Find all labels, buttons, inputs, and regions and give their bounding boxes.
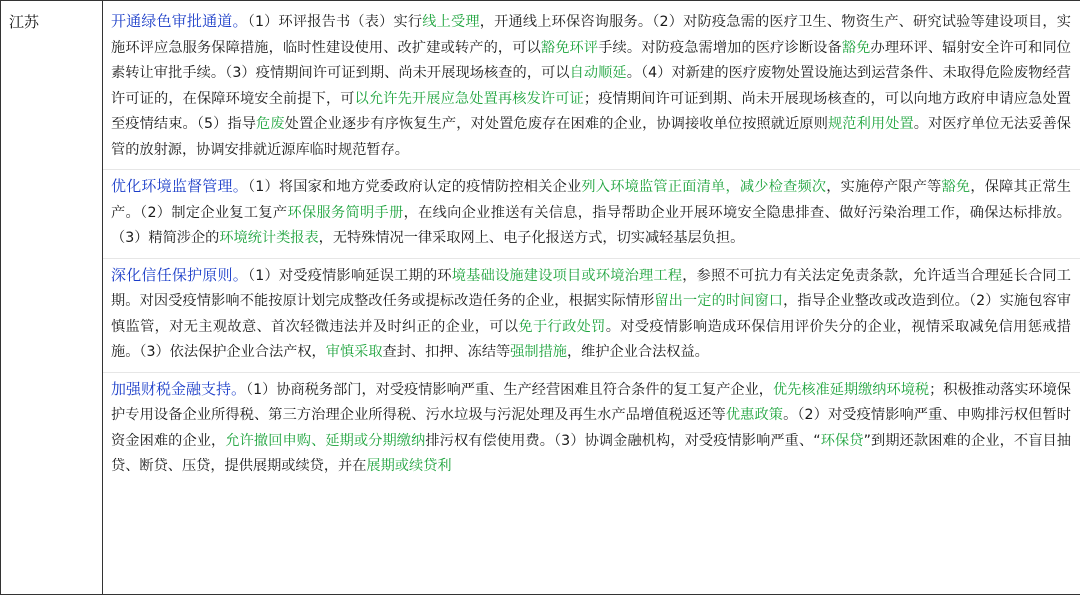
highlighted-phrase: 审慎采取	[325, 344, 383, 360]
body-text: （1）将国家和地方党委政府认定的疫情防控相关企业	[247, 179, 582, 195]
body-text: （1）对受疫情影响延误工期的环	[247, 267, 452, 284]
section-trust-protection	[103, 258, 1080, 372]
body-text: ；疫情期间许可证到期、尚未开展现场核查的，可以向地方政府申请应急处置至疫情结束。（5）指导	[111, 90, 1071, 132]
section-body	[111, 265, 1071, 361]
body-text: 。对医疗单位无法妥善保管的放射源，协调安排就近源库临时规范暂存。	[111, 116, 1071, 158]
highlighted-phrase: 优先核准延期缴纳环境税	[772, 381, 930, 398]
section-body	[111, 379, 1071, 475]
section-body	[111, 179, 1071, 246]
body-text: ，参照不可抗力有关法定免责条款，允许适当合理延长合同工期。对因受疫情影响不能按原计划完成整改任务或提标改造任务的企业，根据实际情形	[111, 267, 1071, 309]
highlighted-phrase: 免于行政处罚	[518, 318, 606, 335]
body-text: （1）环评报告书（表）实行	[247, 14, 423, 30]
highlighted-phrase: 豁免	[841, 39, 871, 56]
body-text: ，维护企业合法权益。	[566, 344, 709, 360]
body-text: 排污权有偿使用费。（3）协调金融机构，对受疫情影响严重、“	[425, 432, 821, 449]
table-row	[1, 1, 1080, 595]
body-text: ，指导企业整改或改造到位。（2）实施包容审慎监管，对无主观故意、首次轻微违法并及时纠正的企业，可以	[111, 293, 1071, 335]
section-finance-support	[103, 372, 1080, 486]
content-cell	[103, 1, 1080, 595]
body-text: （1）协商税务部门，对受疫情影响严重、生产经营困难且符合条件的复工复产企业，	[246, 381, 773, 398]
body-text: 。（2）对受疫情影响严重、申购排污权但暂时资金困难的企业，	[111, 407, 1071, 449]
highlighted-phrase: 留出一定的时间窗口	[654, 293, 784, 309]
highlighted-phrase: 危废	[256, 116, 285, 132]
highlighted-phrase: 优惠政策	[725, 407, 784, 423]
body-text: ，实施停产限产等	[826, 179, 942, 195]
section-heading: 加强财税金融支持。	[111, 379, 247, 398]
highlighted-phrase: 豁免环评	[540, 39, 599, 56]
highlighted-phrase: 境基础设施建设项目或环境治理工程	[451, 267, 683, 284]
body-text: 办理环评、辐射安全许可和同位素转让审批手续。（3）疫情期间许可证到期、尚未开展现场核查的，可以	[111, 39, 1071, 81]
highlighted-phrase: 环保服务简明手册	[287, 204, 404, 221]
highlighted-phrase: 规范利用处置	[828, 116, 914, 132]
section-heading: 深化信任保护原则。	[111, 265, 248, 284]
section-green-channel	[103, 1, 1080, 169]
highlighted-phrase: 环境统计类报表	[219, 230, 319, 246]
highlighted-phrase: 线上受理	[422, 14, 480, 30]
highlighted-phrase: 豁免	[941, 179, 971, 195]
body-text: ”到期还款困难的企业，不盲目抽贷、断贷、压贷，提供展期或续贷，并在	[111, 432, 1071, 474]
highlighted-phrase: 允许撤回申购、延期或分期缴纳	[225, 432, 426, 449]
highlighted-phrase: 以允许先开展应急处置再核发许可证	[354, 90, 584, 107]
body-text: ，在线向企业推送有关信息，指导帮助企业开展环境安全隐患排查、做好污染治理工作，确保达标排放。（3）精简涉企的	[111, 204, 1071, 246]
highlighted-phrase: 展期或续贷利	[366, 458, 452, 474]
body-text: 处置企业逐步有序恢复生产，对处置危废存在困难的企业，协调接收单位按照就近原则	[284, 116, 828, 132]
section-body	[111, 14, 1071, 158]
body-text: 。（4）对新建的医疗废物处置设施达到运营条件、未取得危险废物经营许可证的，在保障环境安全前提下，可	[111, 65, 1071, 107]
highlighted-phrase: 自动顺延	[569, 65, 627, 81]
body-text: 手续。对防疫急需增加的医疗诊断设备	[598, 39, 842, 56]
section-env-supervision	[103, 169, 1080, 258]
body-text: ，开通线上环保咨询服务。（2）对防疫急需的医疗卫生、物资生产、研究试验等建设项目，实施环评应急服务保障措施，临时性建设使用、改扩建或转产的，可以	[111, 14, 1071, 56]
body-text: 查封、扣押、冻结等	[382, 344, 511, 360]
province-cell: 江苏	[1, 1, 103, 595]
body-text: ，保障其正常生产。（2）制定企业复工复产	[111, 179, 1071, 221]
body-text: ，无特殊情况一律采取网上、电子化报送方式，切实减轻基层负担。	[318, 230, 745, 246]
highlighted-phrase: 环保贷	[820, 432, 864, 449]
body-text: ；积极推动落实环境保护专用设备企业所得税、第三方治理企业所得税、污水垃圾与污泥处理及再生水产品增值税返还等	[111, 381, 1071, 423]
highlighted-phrase: 强制措施	[510, 344, 567, 360]
highlighted-phrase: 列入环境监管正面清单，减少检查频次	[581, 179, 827, 195]
section-heading: 优化环境监督管理。	[111, 177, 248, 195]
section-heading: 开通绿色审批通道。	[111, 12, 248, 30]
body-text: 。对受疫情影响造成环保信用评价失分的企业，视情采取减免信用惩戒措施。（3）依法保护企业合法产权，	[111, 318, 1071, 360]
